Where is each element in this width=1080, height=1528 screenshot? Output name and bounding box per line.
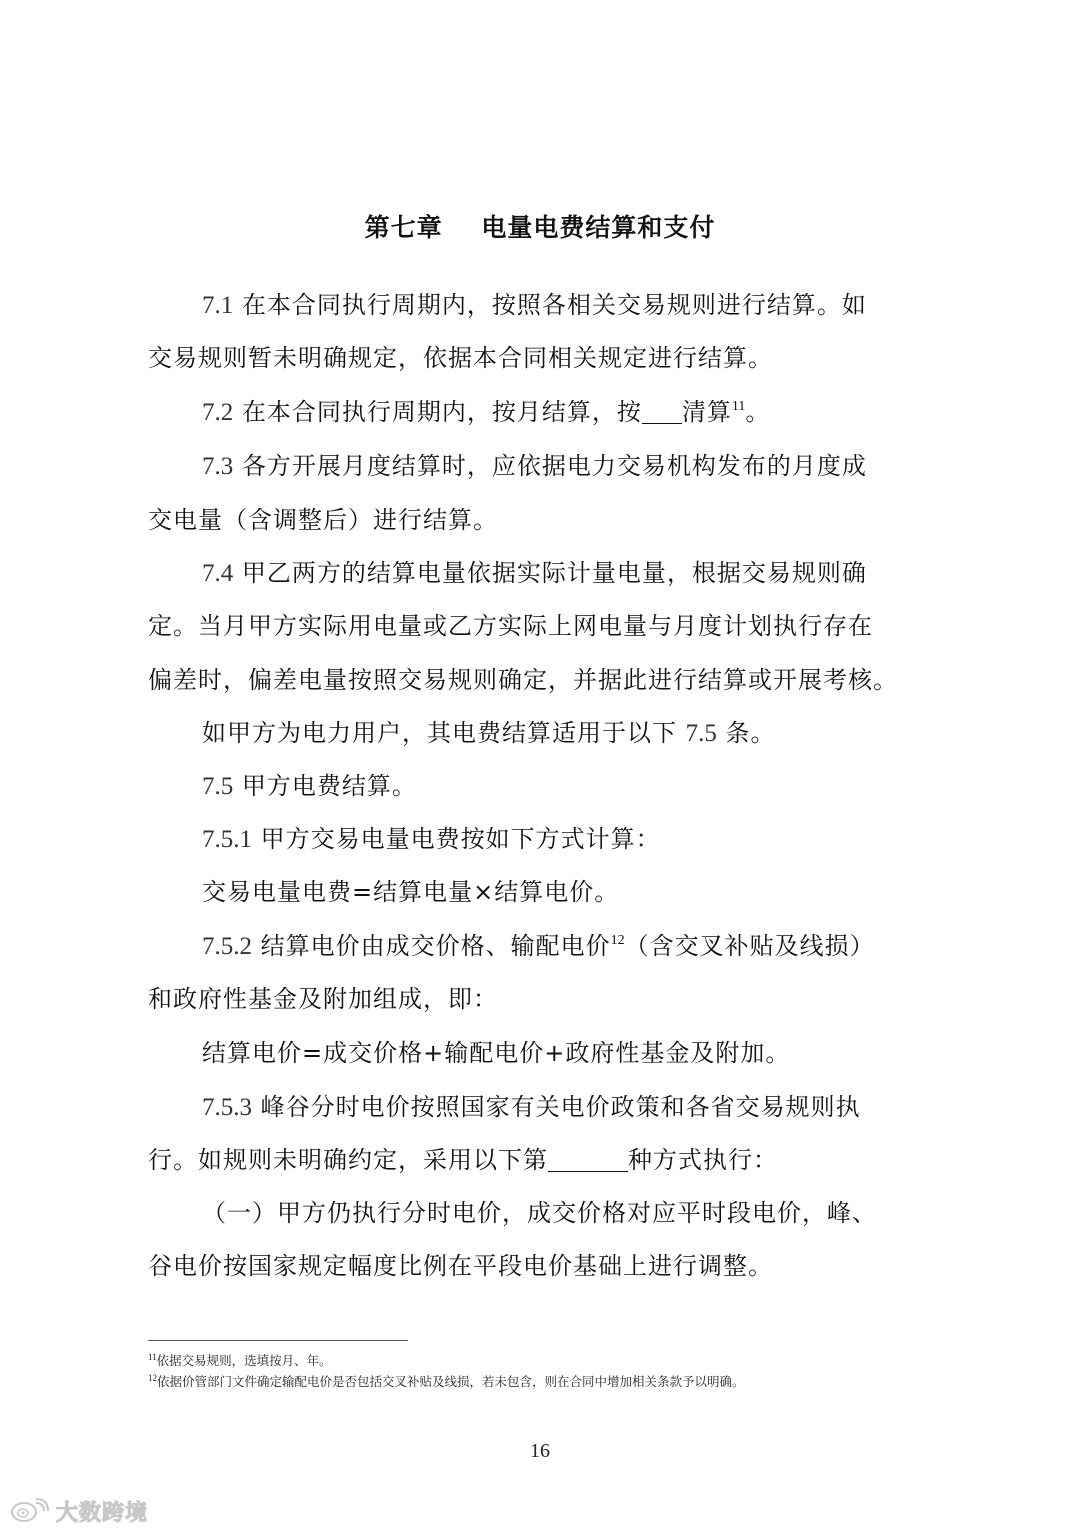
paragraph-7-4-line-2: 定。当月甲方实际用电量或乙方实际上网电量与月度计划执行存在 [148,612,873,640]
fill-in-blank [548,1145,628,1172]
clause-text: 结算电价由成交价格、输配电价 [252,932,611,960]
footnote-reference: 12 [610,933,625,948]
clause-text: 甲方交易电量电费按如下方式计算： [252,825,661,853]
clause-text: （含交叉补贴及线损） [624,932,875,960]
footnote-reference: 11 [731,399,746,414]
footnote-11 [148,1352,332,1370]
fill-in-blank [642,397,682,424]
paragraph-7-5-3-line-2 [148,1143,938,1177]
footnote-mark: 12 [148,1373,157,1383]
paragraph-7-2 [202,395,992,430]
paragraph-7-3-line-1 [202,449,992,484]
clause-text: 如甲方为电力用户，其电费结算适用于以下 [202,719,686,747]
clause-text: 清算 [681,398,732,426]
clause-number: 7.5.2 [202,933,252,960]
paragraph-7-5-2-line-1 [202,929,992,964]
paragraph-7-5-2-line-2: 和政府性基金及附加组成，即： [148,985,498,1013]
footnote-text: 依据价管部门文件确定输配电价是否包括交叉补贴及线损，若未包含，则在合同中增加相关条款予以明确。 [157,1374,745,1389]
paragraph-7-5-1 [202,822,992,857]
clause-text: 。 [745,398,771,426]
paragraph-7-4-line-1 [202,556,992,591]
paragraph-7-5 [202,769,992,804]
paragraph-7-3-line-2: 交电量（含调整后）进行结算。 [148,506,498,534]
option-1-line-2: 谷电价按国家规定幅度比例在平段电价基础上进行调整。 [148,1252,773,1280]
clause-number: 7.5 [685,720,717,747]
clause-number: 7.5.1 [202,826,252,853]
footnote-divider [148,1340,408,1341]
weibo-logo-icon [10,1497,50,1527]
footnote-12 [148,1373,745,1391]
chapter-title: 第七章 电量电费结算和支付 [364,213,716,242]
clause-text: 甲乙两方的结算电量依据实际计量电量，根据交易规则确 [233,559,867,587]
watermark [10,1496,148,1527]
paragraph-7-1-line-1 [202,288,992,323]
formula-settlement-price: 结算电价=成交价格+输配电价+政府性基金及附加。 [202,1039,791,1067]
option-1-line-1: （一）甲方仍执行分时电价，成交价格对应平时段电价，峰、 [202,1199,877,1227]
page-number: 16 [530,1440,550,1462]
clause-text: 峰谷分时电价按照国家有关电价政策和各省交易规则执 [252,1093,861,1121]
clause-text: 在本合同执行周期内，按照各相关交易规则进行结算。如 [233,291,867,319]
clause-text: 条。 [716,719,776,747]
watermark-text: 大数跨境 [56,1501,149,1526]
paragraph-7-5-3-line-1 [202,1090,992,1125]
clause-number: 7.5.3 [202,1094,252,1121]
paragraph-7-1-line-2: 交易规则暂未明确规定，依据本合同相关规定进行结算。 [148,344,773,372]
footnote-mark: 11 [148,1352,157,1362]
footnote-text: 依据交易规则，选填按月、年。 [156,1353,332,1368]
clause-number: 7.1 [202,292,234,319]
user-applicability-line [202,716,992,751]
paragraph-7-4-line-3: 偏差时，偏差电量按照交易规则确定，并据此进行结算或开展考核。 [148,666,898,694]
clause-number: 7.2 [202,399,234,426]
clause-number: 7.5 [202,773,234,800]
clause-text: 各方开展月度结算时，应依据电力交易机构发布的月度成 [233,452,867,480]
clause-text: 在本合同执行周期内，按月结算，按 [233,398,642,426]
clause-text: 甲方电费结算。 [233,772,417,800]
clause-number: 7.4 [202,560,234,587]
formula-trade-fee: 交易电量电费=结算电量×结算电价。 [202,878,620,906]
clause-text: 种方式执行： [628,1146,778,1174]
clause-text: 行。如规则未明确约定，采用以下第 [148,1146,548,1174]
clause-number: 7.3 [202,453,234,480]
